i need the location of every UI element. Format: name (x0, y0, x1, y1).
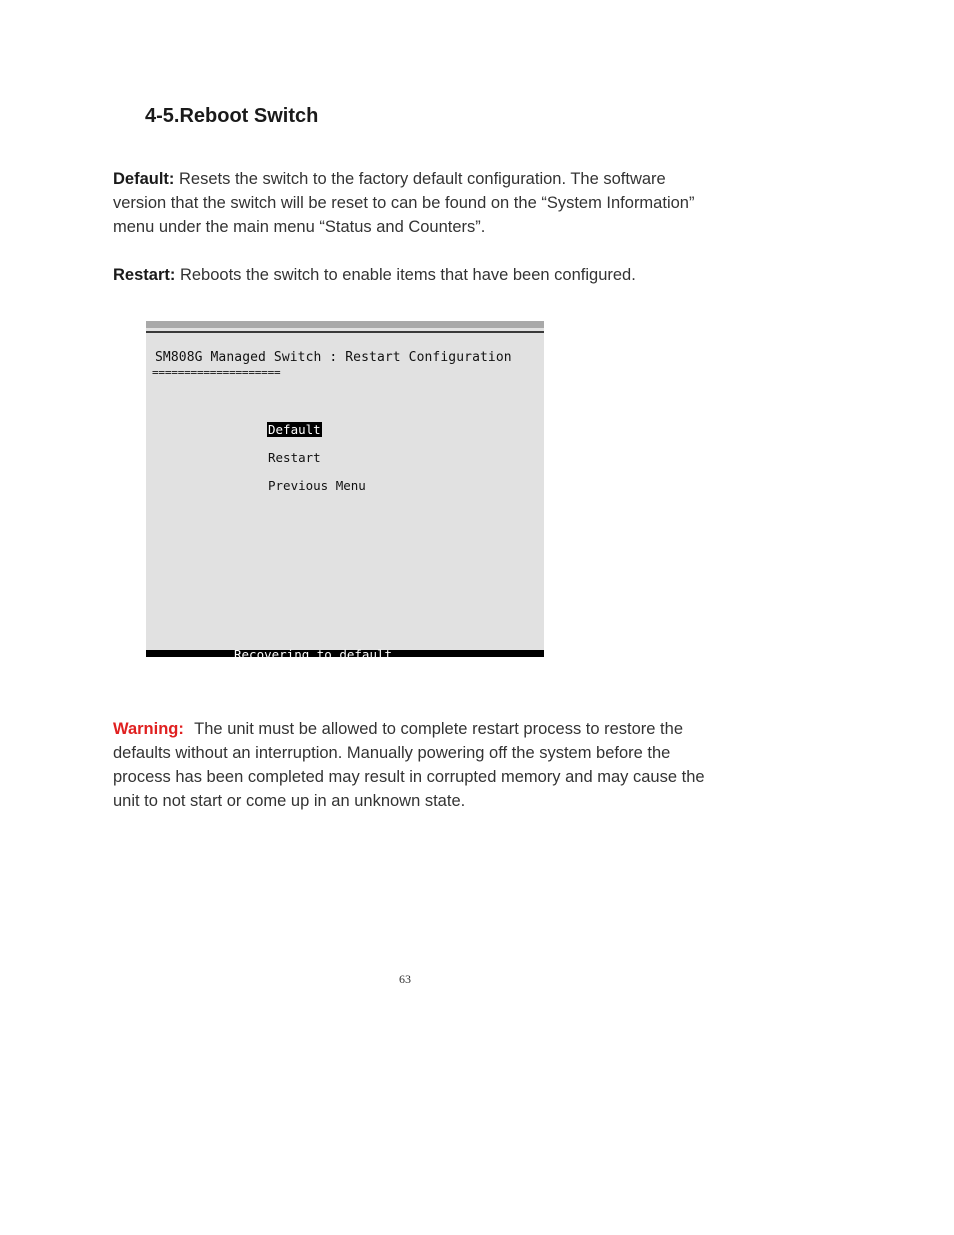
menu-item-restart[interactable]: Restart (268, 450, 321, 465)
terminal-title: SM808G Managed Switch : Restart Configuration (155, 350, 512, 365)
menu-item-previous-menu[interactable]: Previous Menu (268, 478, 366, 493)
section-heading: 4-5.Reboot Switch (145, 105, 319, 127)
default-description (113, 167, 713, 239)
menu-item-default[interactable]: Default (268, 422, 321, 437)
page-number: 63 (399, 972, 411, 986)
terminal-title-underline: ==================== (152, 366, 281, 379)
warning-description (113, 717, 713, 813)
terminal-status-text: Recovering to default (234, 647, 393, 662)
terminal-screenshot (146, 321, 544, 662)
terminal-top-bar (146, 321, 544, 328)
terminal-status-bar (146, 647, 544, 662)
restart-text: Reboots the switch to enable items that have been configured. (175, 266, 636, 284)
warning-text: The unit must be allowed to complete restart process to restore the defaults without an interruption. Manually powering off the system before the process has been completed may result in corrupted memory and may cause the unit to not start or come up in an unknown state. (113, 720, 705, 810)
default-text: Resets the switch to the factory default configuration. The software version that the switch will be reset to can be found on the “System Information” menu under the main menu “Status and Counters”. (113, 170, 695, 236)
terminal-divider (146, 331, 544, 333)
restart-description (113, 263, 713, 287)
default-label: Default: (113, 170, 175, 188)
restart-label: Restart: (113, 266, 176, 284)
warning-label: Warning: (113, 720, 184, 738)
